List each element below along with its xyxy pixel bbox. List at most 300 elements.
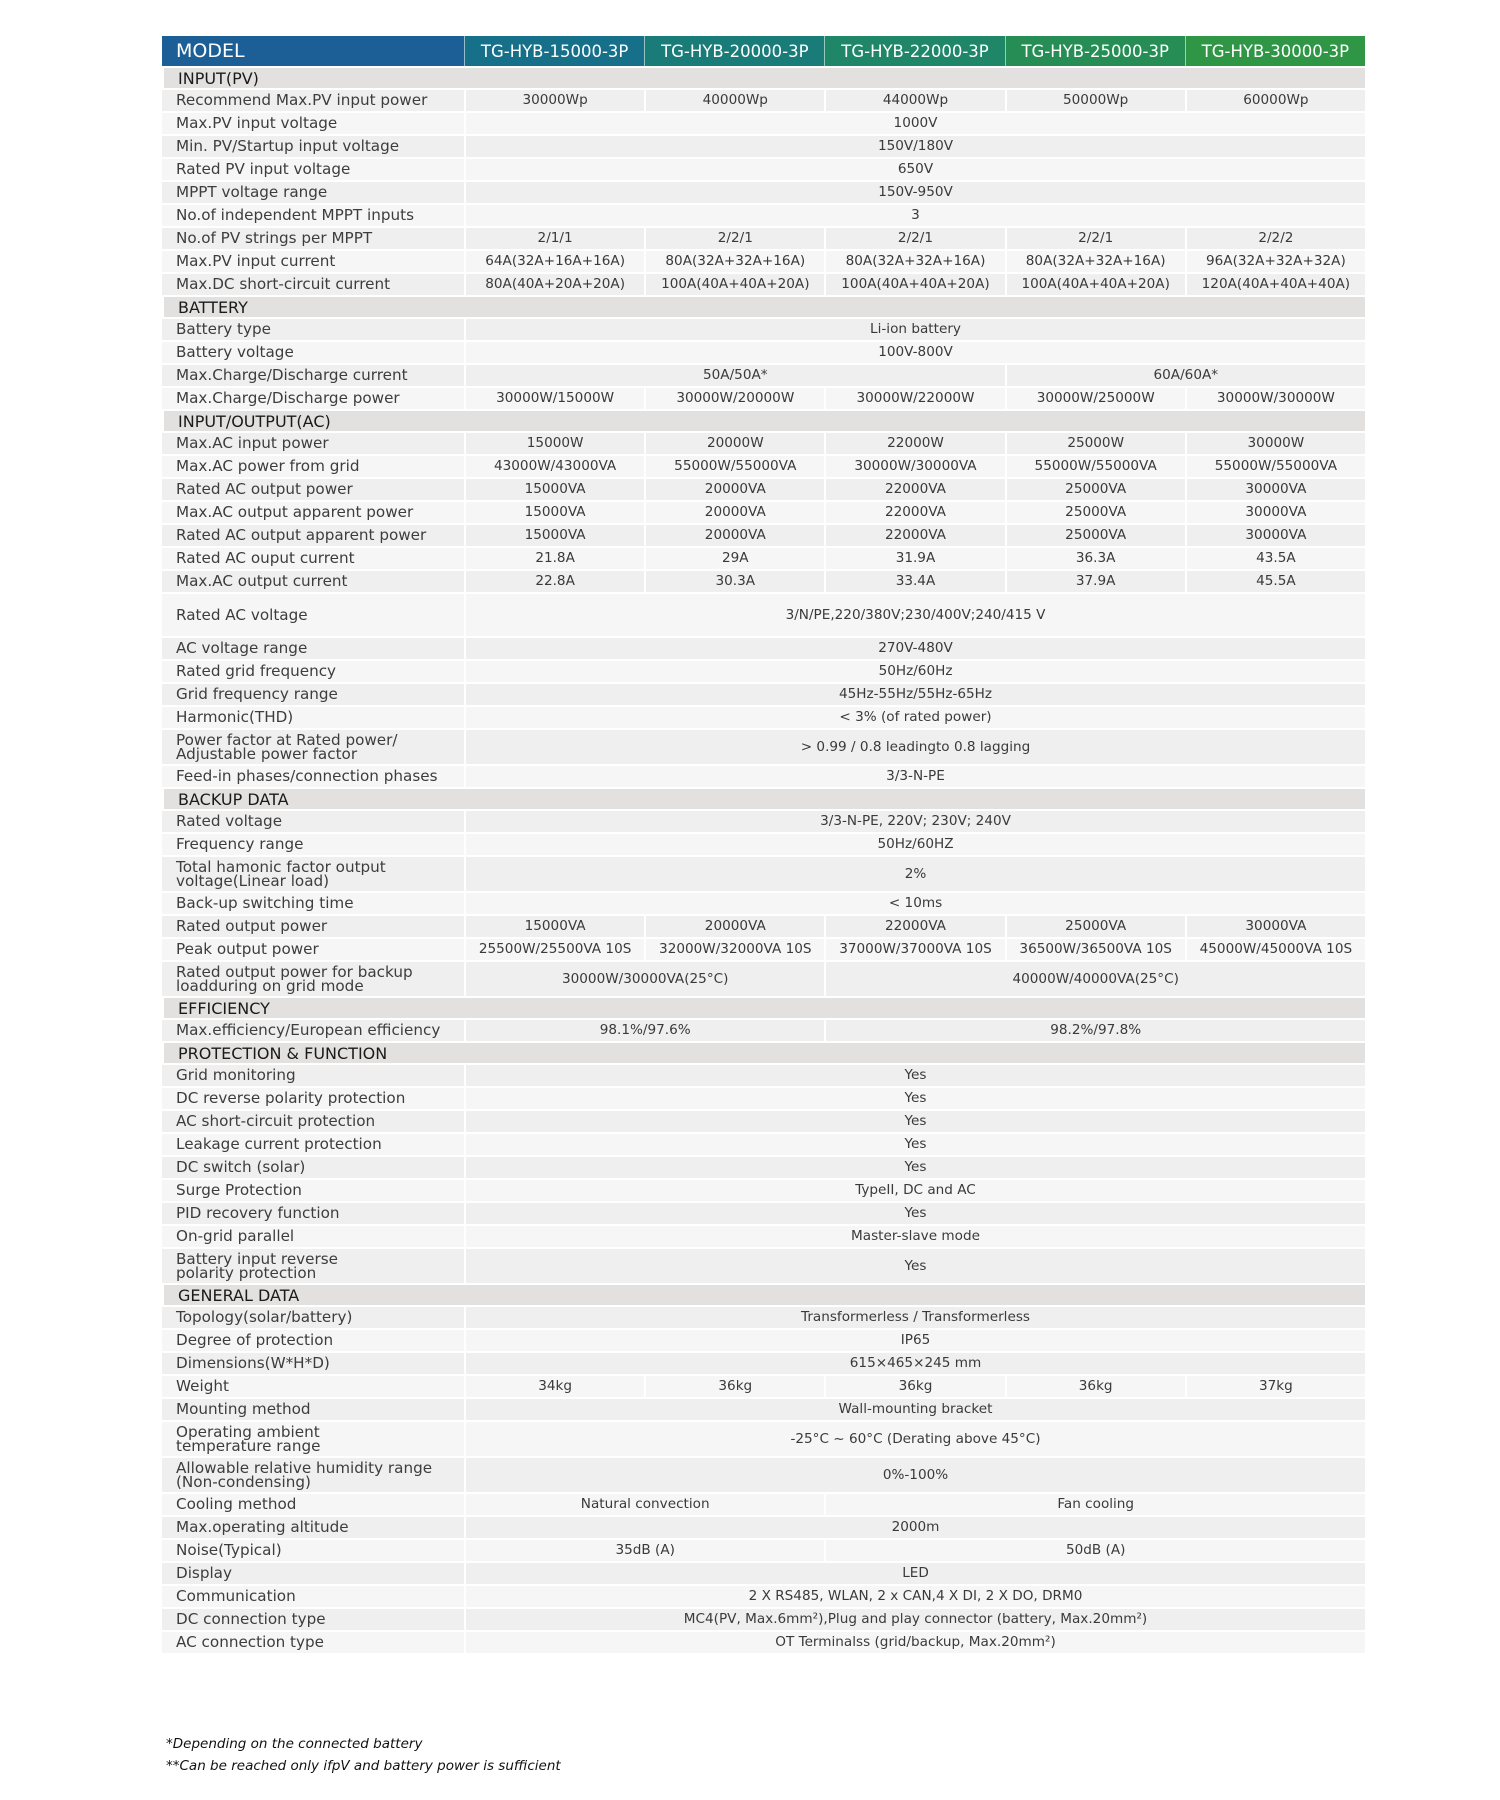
spec-value: 30000VA [1185,477,1365,500]
footnote: **Can be reached only ifpV and battery power is sufficient [166,1758,561,1774]
spec-label [162,203,464,226]
spec-value: 40000W/40000VA(25°C) [824,960,1365,996]
spec-row [162,1155,1365,1178]
spec-value: 25000W [1005,431,1185,454]
spec-label-line: Dimensions(W*H*D) [176,1354,330,1372]
spec-value: 55000W/55000VA [1185,454,1365,477]
spec-label [162,523,464,546]
spec-value: Wall-mounting bracket [464,1397,1365,1420]
spec-row [162,1109,1365,1132]
spec-value: Yes [464,1201,1365,1224]
spec-label-line: Min. PV/Startup input voltage [176,137,400,155]
spec-row [162,1305,1365,1328]
spec-label [162,1515,464,1538]
spec-value: 25000VA [1005,914,1185,937]
spec-value: 36kg [824,1374,1004,1397]
spec-label [162,809,464,832]
spec-value: 25000VA [1005,477,1185,500]
spec-label [162,705,464,728]
spec-value: 30000W/30000VA [824,454,1004,477]
spec-label [162,1630,464,1653]
spec-value: 60A/60A* [1005,363,1365,386]
spec-label [162,249,464,272]
section-title: PROTECTION & FUNCTION [162,1041,1365,1063]
spec-row [162,477,1365,500]
spec-value: 650V [464,157,1365,180]
spec-row [162,1201,1365,1224]
spec-value: 3/N/PE,220/380V;230/400V;240/415 V [464,592,1365,636]
spec-label-line: temperature range [176,1437,321,1455]
spec-label-line: No.of independent MPPT inputs [176,206,415,224]
spec-label-line: DC reverse polarity protection [176,1089,406,1107]
spec-label-line: Max.AC power from grid [176,457,360,475]
spec-label-line: Rated output power [176,917,328,935]
spec-label [162,832,464,855]
spec-label [162,1374,464,1397]
spec-value: 50A/50A* [464,363,1005,386]
spec-label-line: Display [176,1564,232,1582]
spec-value: 100A(40A+40A+20A) [1005,272,1185,295]
spec-label-line: Max.DC short-circuit current [176,275,391,293]
spec-value: 36kg [1005,1374,1185,1397]
spec-label-line: Mounting method [176,1400,311,1418]
spec-label [162,1492,464,1515]
spec-label [162,1584,464,1607]
spec-value: 36kg [644,1374,824,1397]
spec-label [162,1420,464,1456]
spec-row [162,111,1365,134]
spec-label [162,1063,464,1086]
spec-value: 50000Wp [1005,88,1185,111]
spec-label [162,1305,464,1328]
spec-label-line: Weight [176,1377,229,1395]
spec-label [162,1247,464,1283]
spec-value: IP65 [464,1328,1365,1351]
spec-value: 80A(40A+20A+20A) [464,272,644,295]
spec-value: 22.8A [464,569,644,592]
spec-label [162,431,464,454]
spec-value: 22000VA [824,500,1004,523]
spec-row [162,960,1365,996]
spec-label [162,317,464,340]
section-header-row [162,66,1365,88]
spec-label-line: Back-up switching time [176,894,354,912]
model-name: TG-HYB-15000-3P [464,36,644,66]
spec-label [162,855,464,891]
model-column-header: MODEL [162,36,464,66]
spec-value: Yes [464,1063,1365,1086]
spec-row [162,1247,1365,1283]
spec-value: 50Hz/60Hz [464,659,1365,682]
spec-row [162,1420,1365,1456]
spec-value: 3/3-N-PE [464,764,1365,787]
spec-body [162,66,1365,1653]
spec-row [162,386,1365,409]
spec-row [162,340,1365,363]
spec-label-line: Rated AC ouput current [176,549,355,567]
spec-value: 150V/180V [464,134,1365,157]
spec-label-line: Peak output power [176,940,319,958]
spec-value: 34kg [464,1374,644,1397]
spec-label-line: Communication [176,1587,296,1605]
spec-value: 25000VA [1005,523,1185,546]
spec-value: < 3% (of rated power) [464,705,1365,728]
spec-label-line: DC switch (solar) [176,1158,306,1176]
spec-value: < 10ms [464,891,1365,914]
spec-label-line: Feed-in phases/connection phases [176,767,438,785]
spec-value: 2% [464,855,1365,891]
spec-value: 25000VA [1005,500,1185,523]
spec-row [162,1178,1365,1201]
spec-row [162,1607,1365,1630]
spec-value: 615×465×245 mm [464,1351,1365,1374]
spec-value: 30000W/30000VA(25°C) [464,960,824,996]
spec-value: Yes [464,1109,1365,1132]
spec-label [162,1538,464,1561]
spec-label-line: Battery input reverse [176,1250,339,1268]
spec-label [162,1018,464,1041]
spec-label [162,891,464,914]
spec-value: 30000VA [1185,914,1365,937]
spec-row [162,1018,1365,1041]
spec-row [162,891,1365,914]
spec-label [162,1456,464,1492]
spec-value: Master-slave mode [464,1224,1365,1247]
spec-value: OT Terminalss (grid/backup, Max.20mm²) [464,1630,1365,1653]
spec-label-line: Total hamonic factor output [176,858,386,876]
spec-label [162,1607,464,1630]
spec-value: 30000Wp [464,88,644,111]
spec-label-line: Power factor at Rated power/ [176,731,398,749]
spec-row [162,249,1365,272]
spec-label [162,764,464,787]
footnotes [166,1733,561,1777]
spec-label-line: Rated PV input voltage [176,160,351,178]
spec-row [162,363,1365,386]
spec-value: 32000W/32000VA 10S [644,937,824,960]
spec-value: 15000VA [464,477,644,500]
spec-value: 2/2/2 [1185,226,1365,249]
spec-label [162,111,464,134]
spec-label-line: PID recovery function [176,1204,340,1222]
model-name: TG-HYB-30000-3P [1185,36,1365,66]
spec-value: 2/2/1 [1005,226,1185,249]
spec-value: 30000W [1185,431,1365,454]
spec-row [162,1561,1365,1584]
spec-value: > 0.99 / 0.8 leadingto 0.8 lagging [464,728,1365,764]
section-title: INPUT/OUTPUT(AC) [162,409,1365,431]
spec-value: 20000VA [644,914,824,937]
spec-value: 20000VA [644,523,824,546]
spec-value: 45.5A [1185,569,1365,592]
spec-label-line: Max.efficiency/European efficiency [176,1021,441,1039]
spec-label-line: MPPT voltage range [176,183,328,201]
spec-label-line: Rated AC output power [176,480,353,498]
spec-row [162,1630,1365,1653]
spec-label [162,659,464,682]
spec-row [162,157,1365,180]
spec-row [162,1132,1365,1155]
spec-label-line: Rated AC output apparent power [176,526,427,544]
spec-row [162,1515,1365,1538]
spec-row [162,592,1365,636]
section-header-row [162,787,1365,809]
spec-label [162,937,464,960]
spec-value: 3/3-N-PE, 220V; 230V; 240V [464,809,1365,832]
spec-row [162,1328,1365,1351]
spec-value: 55000W/55000VA [1005,454,1185,477]
model-name: TG-HYB-22000-3P [824,36,1004,66]
spec-row [162,1456,1365,1492]
spec-label-line: AC voltage range [176,639,308,657]
spec-label-line: Max.PV input voltage [176,114,338,132]
spec-value: 37.9A [1005,569,1185,592]
spec-value: MC4(PV, Max.6mm²),Plug and play connector (battery, Max.20mm²) [464,1607,1365,1630]
spec-value: -25°C ~ 60°C (Derating above 45°C) [464,1420,1365,1456]
spec-row [162,809,1365,832]
spec-label-line: (Non-condensing) [176,1473,311,1491]
spec-label-line: Noise(Typical) [176,1541,282,1559]
spec-row [162,88,1365,111]
spec-label [162,340,464,363]
spec-label [162,914,464,937]
spec-value: 30000W/22000W [824,386,1004,409]
spec-value: 36500W/36500VA 10S [1005,937,1185,960]
spec-value: 43.5A [1185,546,1365,569]
spec-value: 30.3A [644,569,824,592]
section-header-row [162,409,1365,431]
spec-label [162,1132,464,1155]
spec-label-line: Rated AC voltage [176,605,308,624]
spec-row [162,682,1365,705]
spec-row [162,764,1365,787]
spec-label [162,180,464,203]
spec-value: 80A(32A+32A+16A) [824,249,1004,272]
spec-row [162,180,1365,203]
spec-label-line: Surge Protection [176,1181,302,1199]
spec-label-line: polarity protection [176,1264,317,1282]
spec-label-line: Max.AC output apparent power [176,503,414,521]
spec-label [162,363,464,386]
spec-label-line: Rated output power for backup [176,963,413,981]
spec-value: 37kg [1185,1374,1365,1397]
spec-value: 35dB (A) [464,1538,824,1561]
spec-value: 30000W/15000W [464,386,644,409]
spec-value: 100A(40A+40A+20A) [824,272,1004,295]
spec-row [162,317,1365,340]
spec-value: 30000W/25000W [1005,386,1185,409]
spec-label-line: Frequency range [176,835,304,853]
spec-label-line: Degree of protection [176,1331,334,1349]
section-header-row [162,996,1365,1018]
section-title: BATTERY [162,295,1365,317]
spec-label [162,1351,464,1374]
spec-value: 50Hz/60HZ [464,832,1365,855]
spec-label [162,546,464,569]
footnote: *Depending on the connected battery [166,1736,423,1752]
spec-value: 22000VA [824,523,1004,546]
spec-value: 150V-950V [464,180,1365,203]
spec-value: 80A(32A+32A+16A) [1005,249,1185,272]
spec-value: Li-ion battery [464,317,1365,340]
spec-value: 64A(32A+16A+16A) [464,249,644,272]
spec-row [162,1374,1365,1397]
model-name: TG-HYB-20000-3P [644,36,824,66]
spec-value: 22000VA [824,914,1004,937]
spec-value: 15000W [464,431,644,454]
spec-row [162,937,1365,960]
spec-value: 270V-480V [464,636,1365,659]
spec-label [162,682,464,705]
spec-label [162,636,464,659]
spec-label-line: DC connection type [176,1610,326,1628]
spec-label-line: Recommend Max.PV input power [176,91,428,109]
spec-value: 22000VA [824,477,1004,500]
spec-label-line: Max.Charge/Discharge power [176,389,400,407]
section-title: EFFICIENCY [162,996,1365,1018]
spec-value: 15000VA [464,914,644,937]
spec-row [162,1397,1365,1420]
spec-value: 30000VA [1185,523,1365,546]
spec-value: 21.8A [464,546,644,569]
spec-row [162,272,1365,295]
spec-label [162,1109,464,1132]
spec-value: 25500W/25500VA 10S [464,937,644,960]
spec-row [162,1063,1365,1086]
spec-value: 100A(40A+40A+20A) [644,272,824,295]
spec-label-line: Harmonic(THD) [176,708,294,726]
spec-label-line: Rated grid frequency [176,662,337,680]
spec-value: 36.3A [1005,546,1185,569]
spec-row [162,705,1365,728]
spec-value: 50dB (A) [824,1538,1365,1561]
section-header-row [162,1283,1365,1305]
section-header-row [162,1041,1365,1063]
spec-value: TypeII, DC and AC [464,1178,1365,1201]
spec-label-line: Grid frequency range [176,685,338,703]
spec-label [162,500,464,523]
spec-row [162,134,1365,157]
spec-value: 2000m [464,1515,1365,1538]
spec-label [162,157,464,180]
spec-label-line: Max.operating altitude [176,1518,349,1536]
spec-row [162,832,1365,855]
spec-label-line: Rated voltage [176,812,283,830]
spec-label [162,592,464,636]
spec-label [162,1561,464,1584]
spec-row [162,728,1365,764]
spec-value: 20000VA [644,500,824,523]
spec-label [162,1201,464,1224]
spec-value: 33.4A [824,569,1004,592]
spec-value: 100V-800V [464,340,1365,363]
spec-row [162,1584,1365,1607]
spec-label [162,88,464,111]
spec-label-line: Operating ambient [176,1423,320,1441]
spec-value: 44000Wp [824,88,1004,111]
spec-label-line: Max.AC output current [176,572,348,590]
spec-value: 20000VA [644,477,824,500]
spec-label [162,1178,464,1201]
spec-value: 0%-100% [464,1456,1365,1492]
spec-value: 60000Wp [1185,88,1365,111]
spec-value: 43000W/43000VA [464,454,644,477]
section-header-row [162,295,1365,317]
spec-value: 55000W/55000VA [644,454,824,477]
spec-label-line: Max.Charge/Discharge current [176,366,408,384]
spec-label [162,569,464,592]
spec-value: 31.9A [824,546,1004,569]
spec-label [162,960,464,996]
spec-label-line: AC short-circuit protection [176,1112,376,1130]
spec-value: 2 X RS485, WLAN, 2 x CAN,4 X DI, 2 X DO, DRM0 [464,1584,1365,1607]
spec-label-line: Adjustable power factor [176,745,358,763]
spec-value: 30000VA [1185,500,1365,523]
spec-value: 120A(40A+40A+40A) [1185,272,1365,295]
spec-label [162,1224,464,1247]
spec-value: 2/2/1 [644,226,824,249]
spec-value: Yes [464,1155,1365,1178]
spec-row [162,226,1365,249]
spec-row [162,1538,1365,1561]
section-title: GENERAL DATA [162,1283,1365,1305]
spec-value: 22000W [824,431,1004,454]
model-name: TG-HYB-25000-3P [1005,36,1185,66]
spec-label [162,1397,464,1420]
spec-label [162,226,464,249]
spec-value: 40000Wp [644,88,824,111]
spec-value: 3 [464,203,1365,226]
spec-value: 45000W/45000VA 10S [1185,937,1365,960]
spec-label-line: Cooling method [176,1495,297,1513]
spec-value: Yes [464,1247,1365,1283]
spec-value: 80A(32A+32A+16A) [644,249,824,272]
spec-value: 29A [644,546,824,569]
spec-label-line: Allowable relative humidity range [176,1459,433,1477]
spec-label-line: On-grid parallel [176,1227,295,1245]
spec-value: LED [464,1561,1365,1584]
spec-row [162,569,1365,592]
spec-value: 30000W/30000W [1185,386,1365,409]
spec-value: 30000W/20000W [644,386,824,409]
spec-label-line: voltage(Linear load) [176,872,330,890]
spec-label-line: Max.AC input power [176,434,329,452]
spec-label-line: Grid monitoring [176,1066,296,1084]
spec-value: 2/2/1 [824,226,1004,249]
spec-value: 98.1%/97.6% [464,1018,824,1041]
spec-label [162,1086,464,1109]
spec-label-line: Topology(solar/battery) [176,1308,353,1326]
model-header-row [162,36,1365,66]
spec-value: Yes [464,1132,1365,1155]
spec-row [162,454,1365,477]
spec-row [162,855,1365,891]
spec-label-line: No.of PV strings per MPPT [176,229,373,247]
spec-label-line: Leakage current protection [176,1135,382,1153]
spec-row [162,500,1365,523]
spec-label-line: loadduring on grid mode [176,977,364,995]
spec-row [162,659,1365,682]
spec-label [162,134,464,157]
spec-row [162,523,1365,546]
spec-value: Yes [464,1086,1365,1109]
spec-value: 1000V [464,111,1365,134]
spec-row [162,1492,1365,1515]
spec-value: 15000VA [464,523,644,546]
spec-value: Fan cooling [824,1492,1365,1515]
spec-value: 20000W [644,431,824,454]
spec-label [162,386,464,409]
